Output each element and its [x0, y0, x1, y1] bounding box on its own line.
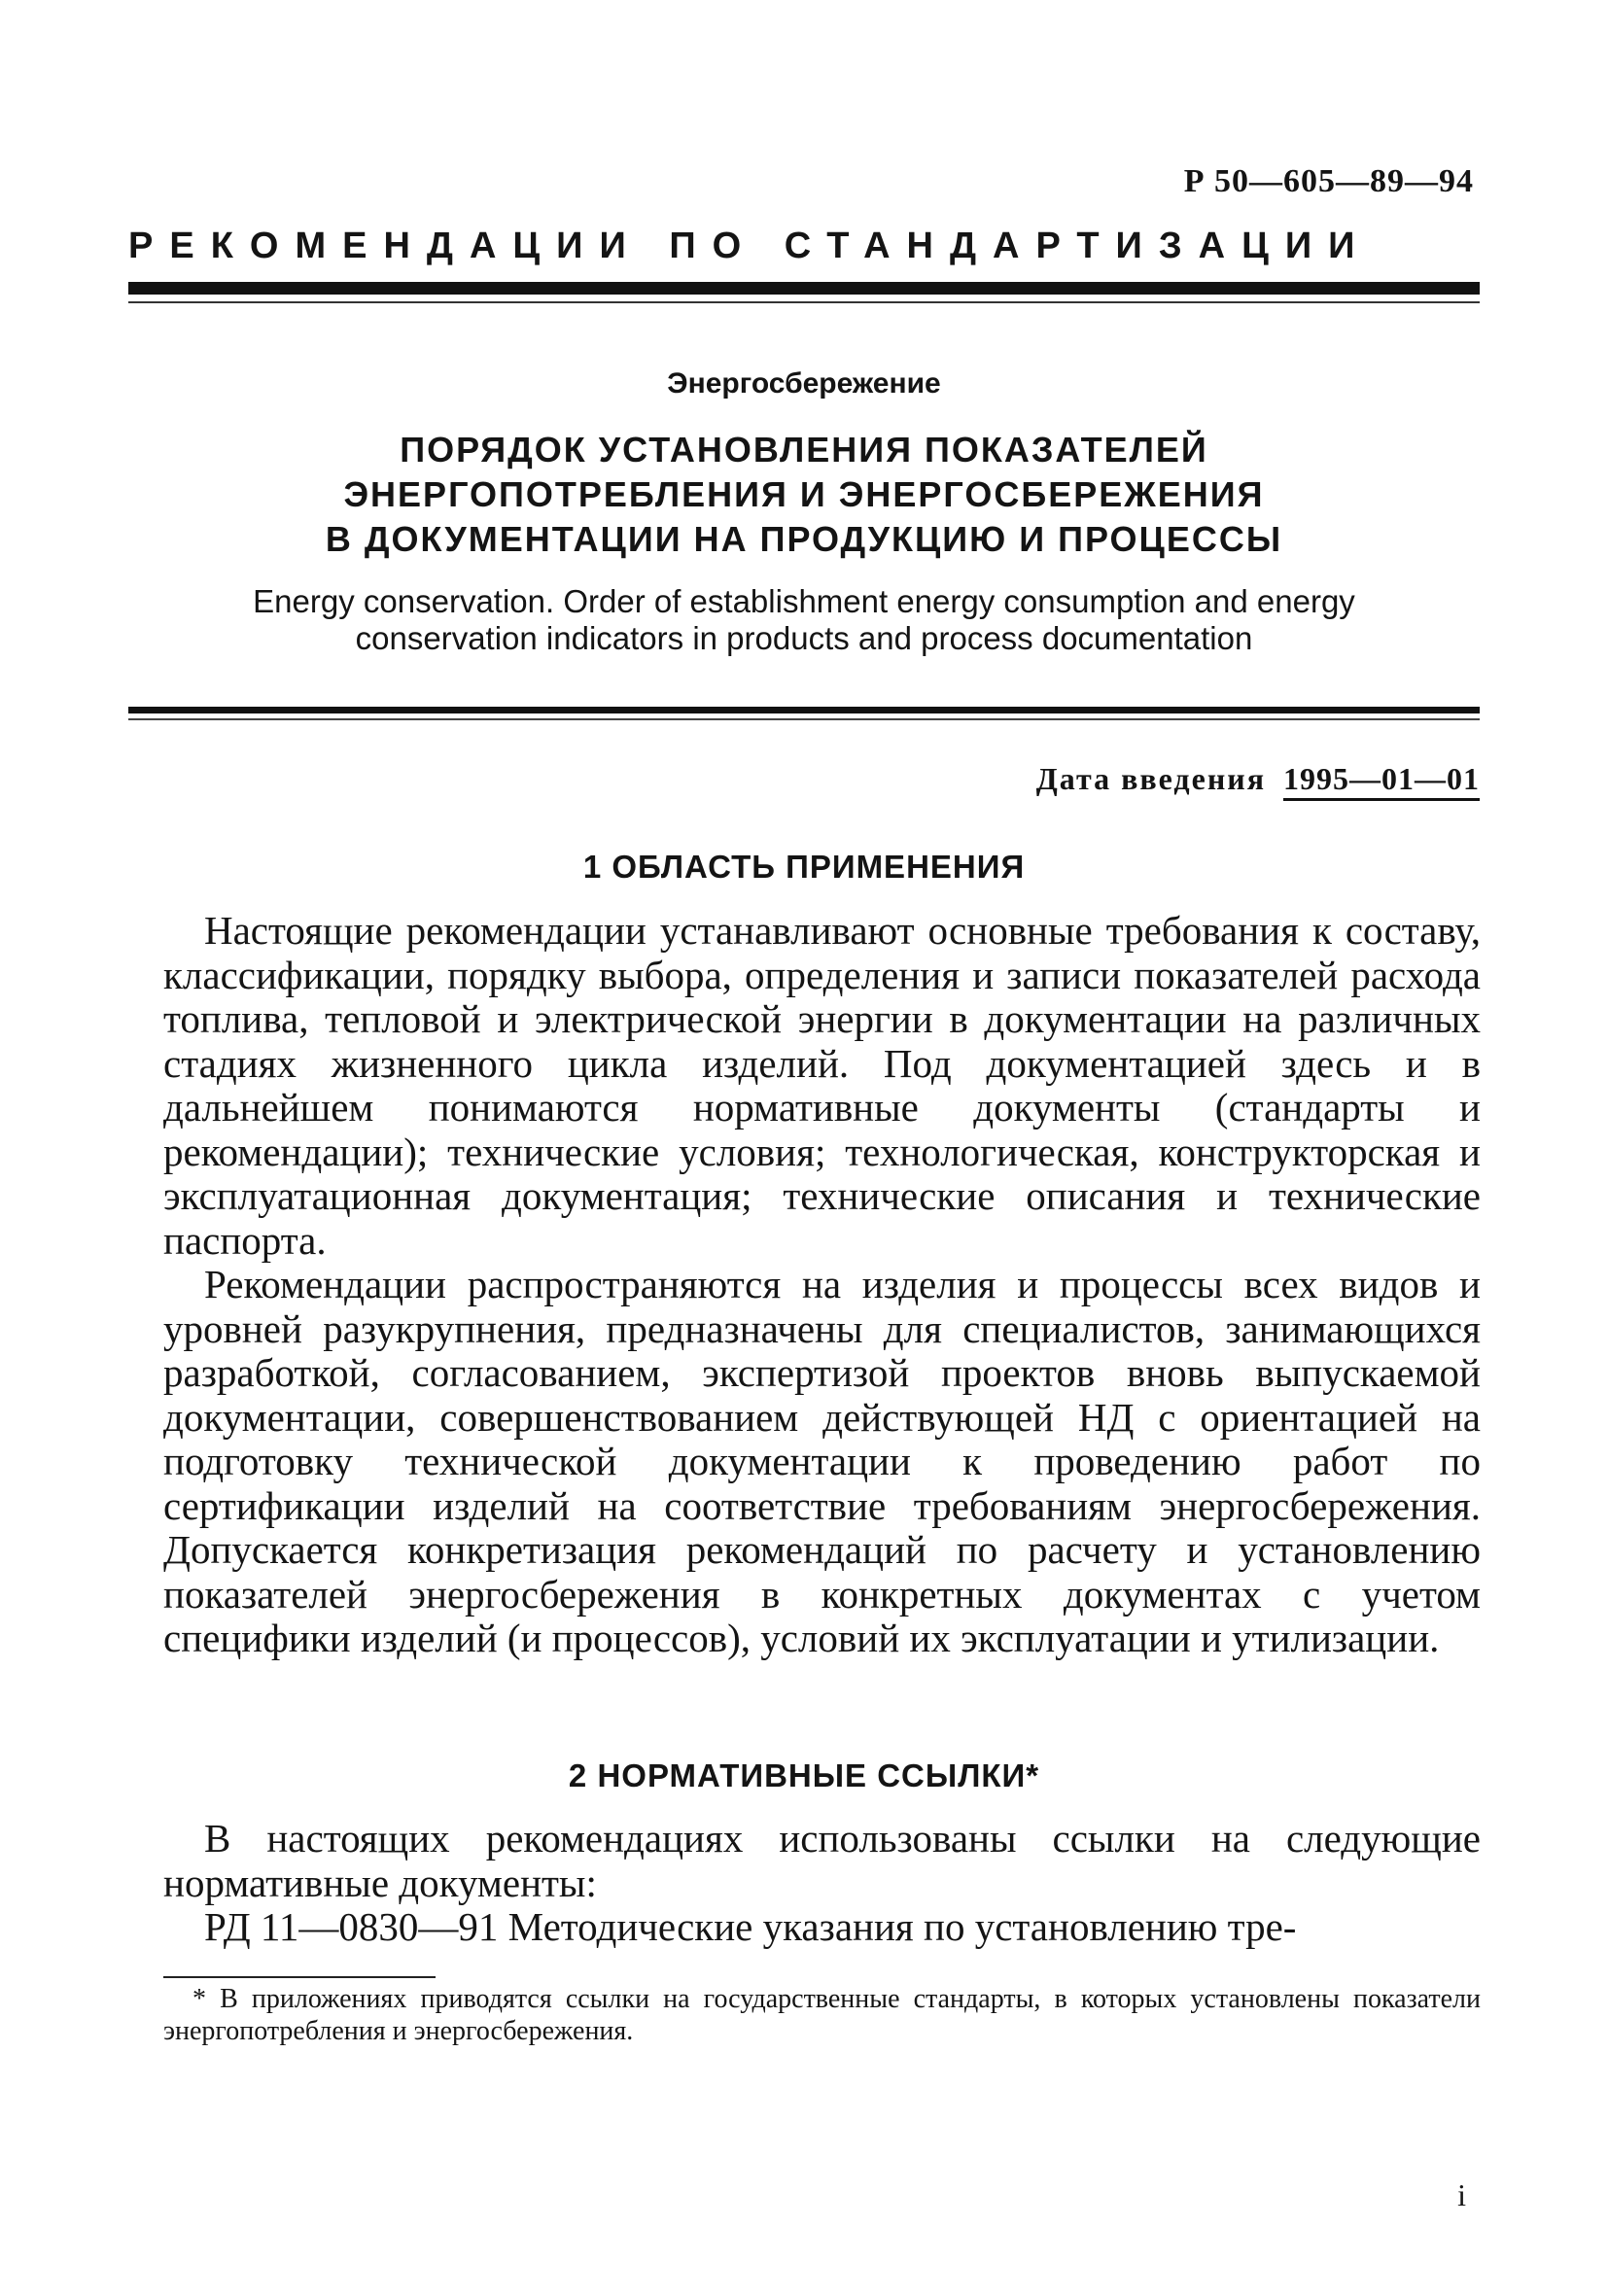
introduction-date — [1036, 761, 1480, 797]
section-2-heading: 2 НОРМАТИВНЫЕ ССЫЛКИ* — [568, 1757, 1040, 1793]
paragraph: Рекомендации распространяются на изделия и процессы всех видов и уровней разукрупнения, предназначены для специалистов, занимающихся разработкой, согласованием, экспертизой проектов вновь выпускаемой документации, совершенствованием действующей НД с ориентацией на подготовку технической документации к проведению работ по сертификации изделий на соответствие требованиям энергосбережения. Допускается конкретизация рекомендаций по расчету и установлению показателей энергосбережения в конкретных документах с учетом специфики изделий (и процессов), условий их эксплуатации и утилизации. — [163, 1262, 1481, 1660]
series-heading: РЕКОМЕНДАЦИИ ПО СТАНДАРТИЗАЦИИ — [128, 226, 1372, 266]
section-2-body — [163, 1817, 1481, 1950]
title-line: В ДОКУМЕНТАЦИИ НА ПРОДУКЦИЮ И ПРОЦЕССЫ — [325, 519, 1283, 559]
title-line: ЭНЕРГОПОТРЕБЛЕНИЯ И ЭНЕРГОСБЕРЕЖЕНИЯ — [343, 474, 1265, 514]
section-1-body — [163, 909, 1481, 1661]
footnote: * В приложениях приводятся ссылки на государственные стандарты, в которых установлены показатели энергопотребления и энергосбережения. — [163, 1984, 1481, 2046]
english-title — [0, 583, 1608, 657]
header-rule-thin — [128, 301, 1480, 303]
introduction-date-value: 1995—01—01 — [1283, 761, 1480, 801]
section-1-heading: 1 ОБЛАСТЬ ПРИМЕНЕНИЯ — [582, 849, 1026, 885]
subject-heading: Энергосбережение — [667, 367, 941, 400]
paragraph: РД 11—0830—91 Методические указания по установлению тре- — [204, 1904, 1297, 1949]
document-title — [0, 428, 1608, 562]
page-number: i — [1457, 2177, 1466, 2212]
header-rule-thick — [128, 282, 1480, 295]
footnote-rule — [163, 1976, 436, 1978]
paragraph: В настоящих рекомендациях использованы ссылки на следующие нормативные документы: — [163, 1816, 1481, 1905]
english-title-line: Energy conservation. Order of establishment energy consumption and energy — [253, 583, 1355, 619]
english-title-line: conservation indicators in products and process documentation — [355, 620, 1253, 656]
title-rule-thin — [128, 718, 1480, 720]
paragraph: Настоящие рекомендации устанавливают основные требования к составу, классификации, порядку выбора, определения и записи показателей расхода топлива, тепловой и электрической энергии в документации на различных стадиях жизненного цикла изделий. Под документацией здесь и в дальнейшем понимаются нормативные документы (стандарты и рекомендации); технические условия; технологическая, конструкторская и эксплуатационная документация; технические описания и технические паспорта. — [163, 908, 1481, 1263]
title-rule-thick — [128, 707, 1480, 713]
title-line: ПОРЯДОК УСТАНОВЛЕНИЯ ПОКАЗАТЕЛЕЙ — [400, 430, 1208, 470]
document-number: Р 50—605—89—94 — [1183, 163, 1474, 199]
introduction-date-label: Дата введения — [1035, 761, 1266, 796]
